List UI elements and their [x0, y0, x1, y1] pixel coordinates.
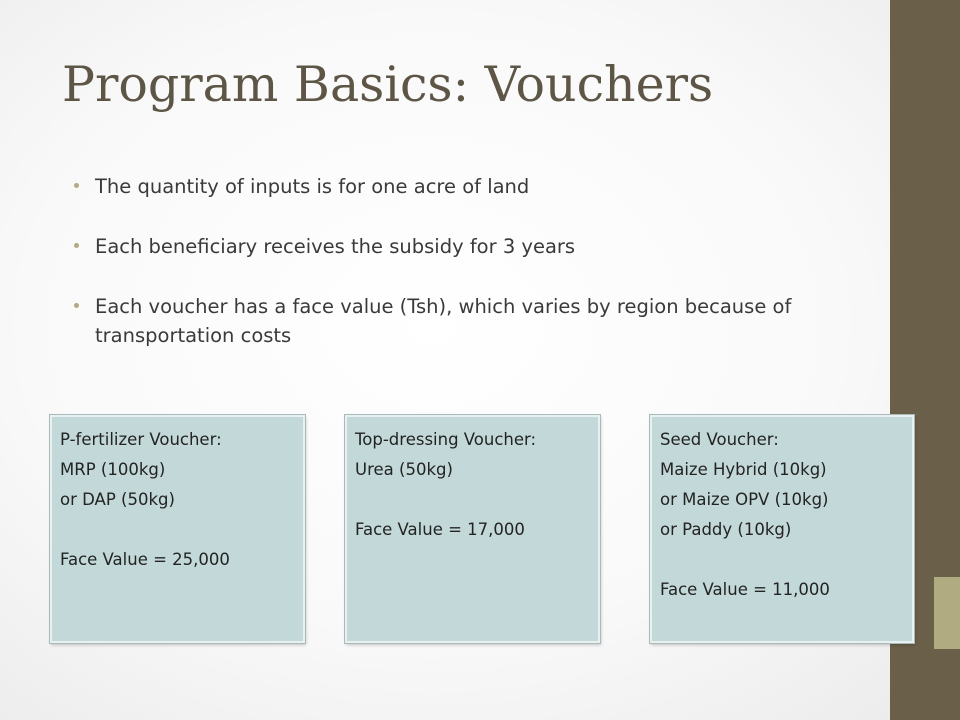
voucher-item: Maize Hybrid (10kg) — [660, 460, 827, 479]
voucher-heading: P-fertilizer Voucher: — [60, 430, 222, 449]
voucher-item: or DAP (50kg) — [60, 490, 175, 509]
voucher-spacer — [355, 485, 590, 515]
p-fertilizer-voucher-box — [50, 415, 305, 643]
bullet-dot-icon — [74, 183, 79, 188]
seed-voucher-box — [650, 415, 914, 643]
bullet-dot-icon — [74, 243, 79, 248]
voucher-item: or Paddy (10kg) — [660, 520, 792, 539]
voucher-item: Urea (50kg) — [355, 460, 453, 479]
top-dressing-voucher-box — [345, 415, 600, 643]
voucher-face-value: Face Value = 11,000 — [660, 580, 830, 599]
voucher-item: MRP (100kg) — [60, 460, 166, 479]
bullet-list — [74, 172, 890, 381]
bullet-item — [74, 292, 890, 350]
bullet-item — [74, 172, 890, 201]
voucher-heading: Seed Voucher: — [660, 430, 779, 449]
bullet-text: Each beneficiary receives the subsidy for 3 years — [95, 235, 576, 258]
voucher-spacer — [660, 545, 904, 575]
slide-title: Program Basics: Vouchers — [62, 56, 714, 113]
voucher-item: or Maize OPV (10kg) — [660, 490, 829, 509]
voucher-face-value: Face Value = 17,000 — [355, 520, 525, 539]
voucher-spacer — [60, 515, 295, 545]
voucher-face-value: Face Value = 25,000 — [60, 550, 230, 569]
bullet-dot-icon — [74, 303, 79, 308]
bullet-item — [74, 232, 890, 261]
bullet-text: The quantity of inputs is for one acre of land — [95, 175, 530, 198]
bullet-text: Each voucher has a face value (Tsh), which varies by region because of transportation costs — [95, 295, 792, 347]
voucher-heading: Top-dressing Voucher: — [355, 430, 537, 449]
